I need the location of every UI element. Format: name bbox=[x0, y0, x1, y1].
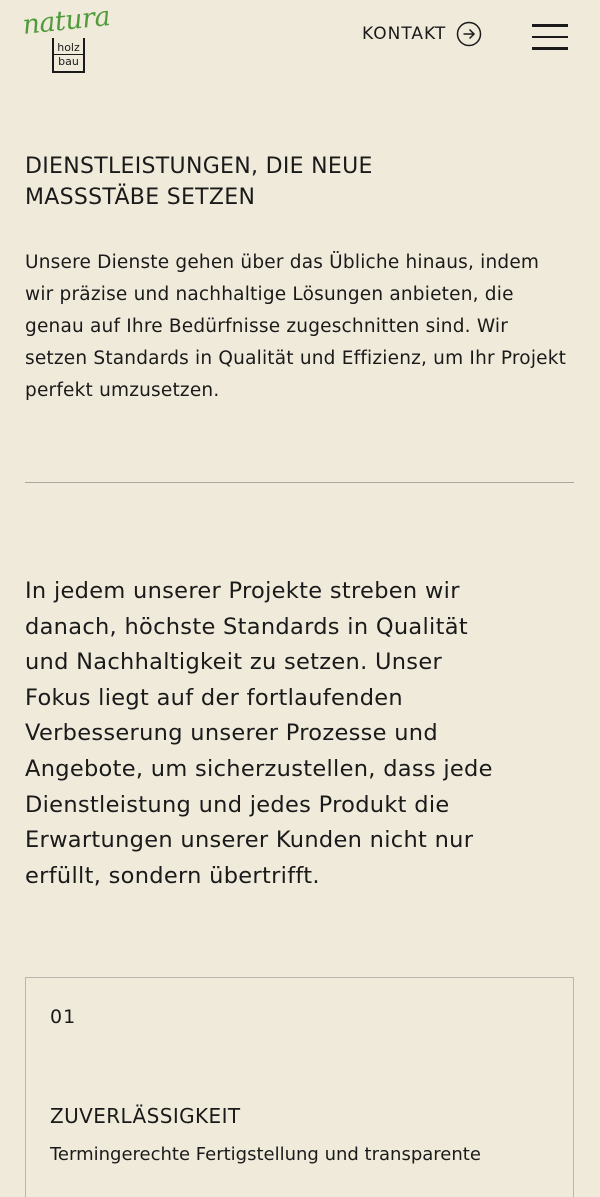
menu-bar-middle bbox=[532, 36, 568, 39]
heading-line-1: DIENSTLEISTUNGEN, DIE NEUE bbox=[25, 154, 373, 179]
statement-paragraph: In jedem unserer Projekte streben wir danach, höchste Standards in Qualität und Nachhaltigkeit zu setzen. Unser Fokus liegt auf der fortlaufenden Verbesserung unserer Prozesse und Angebote, um sicherzustellen, dass jede Dienstleistung und jedes Produkt die Erwartungen unserer Kunden nicht nur erfüllt, sondern übertrifft. bbox=[25, 578, 493, 889]
menu-bar-bottom bbox=[532, 47, 568, 50]
logo-script-text: natura bbox=[20, 0, 112, 41]
menu-bar-top bbox=[532, 24, 568, 27]
service-description: Termingerechte Fertigstellung und transparente bbox=[50, 1144, 481, 1165]
heading-line-2: MASSSTÄBE SETZEN bbox=[25, 185, 256, 210]
service-card bbox=[25, 977, 574, 1197]
arrow-right-circle-icon bbox=[456, 21, 482, 47]
logo-line-2: bau bbox=[58, 55, 79, 69]
logo-box bbox=[52, 38, 85, 73]
intro-paragraph: Unsere Dienste gehen über das Übliche hinaus, indem wir präzise und nachhaltige Lösungen anbieten, die genau auf Ihre Bedürfnisse zugeschnitten sind. Wir setzen Standards in Qualität und Effizienz, um Ihr Projekt perfekt umzusetzen. bbox=[25, 252, 567, 401]
logo-line-1: holz bbox=[57, 40, 80, 54]
brand-logo[interactable] bbox=[20, 0, 112, 69]
service-title: ZUVERLÄSSIGKEIT bbox=[50, 1104, 241, 1128]
section-divider bbox=[25, 482, 574, 483]
section-heading bbox=[25, 151, 545, 213]
contact-link[interactable] bbox=[362, 20, 482, 48]
contact-label: KONTAKT bbox=[362, 24, 447, 44]
hamburger-menu-icon[interactable] bbox=[532, 22, 568, 52]
service-number: 01 bbox=[50, 1006, 77, 1028]
